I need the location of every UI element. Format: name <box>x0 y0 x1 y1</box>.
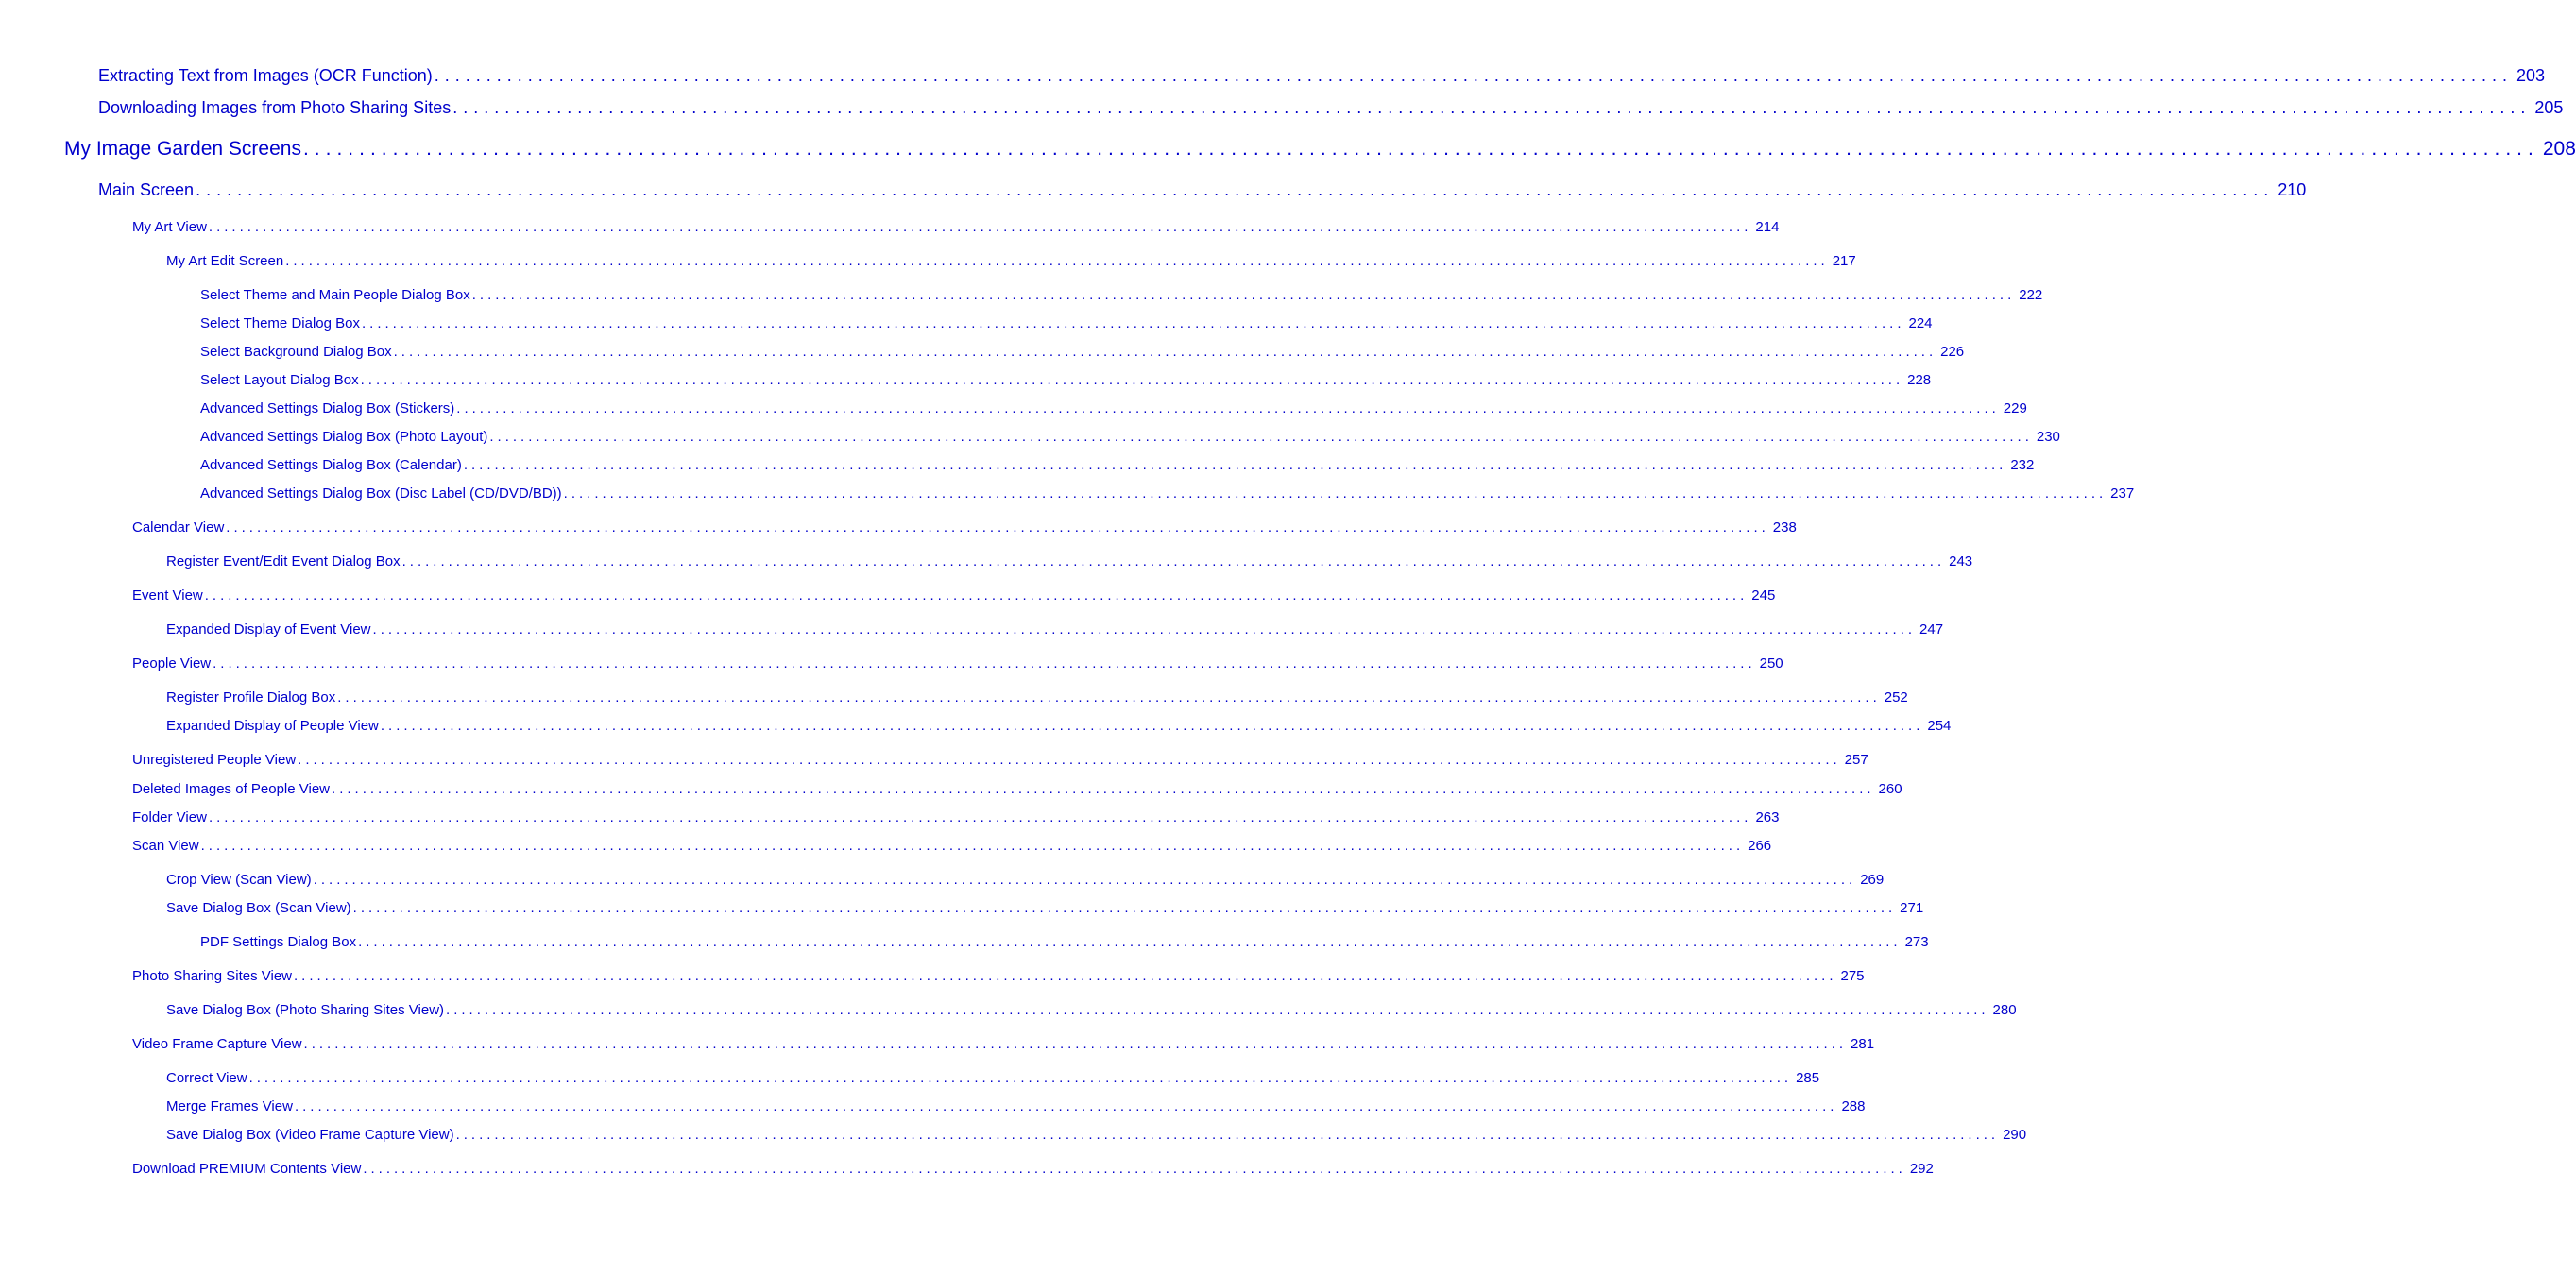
toc-leader-dots: ........................................................................................................................................................................................................ <box>446 1002 1989 1018</box>
toc-entry[interactable] <box>166 1070 1820 1086</box>
toc-entry[interactable] <box>166 900 1924 916</box>
toc-entry-page-number: 217 <box>1832 253 1856 269</box>
toc-leader-dots: ........................................................................................................................................................................................................ <box>452 98 2532 117</box>
toc-entry[interactable] <box>200 934 1929 950</box>
toc-entry[interactable] <box>166 689 1908 706</box>
toc-entry-title: Advanced Settings Dialog Box (Photo Layout) <box>200 429 488 445</box>
toc-entry-page-number: 280 <box>1992 1002 2017 1018</box>
toc-leader-dots: ........................................................................................................................................................................................................ <box>200 838 1745 854</box>
toc-entry-page-number: 228 <box>1907 372 1932 388</box>
toc-entry-title: Calendar View <box>132 519 225 536</box>
toc-entry-title: Select Layout Dialog Box <box>200 372 359 388</box>
toc-entry[interactable] <box>200 485 2135 502</box>
toc-entry[interactable] <box>132 587 1776 604</box>
toc-entry-title: Register Profile Dialog Box <box>166 689 336 706</box>
toc-entry[interactable] <box>166 1127 2027 1143</box>
toc-leader-dots: ........................................................................................................................................................................................................ <box>471 287 2016 303</box>
toc-entry-page-number: 245 <box>1751 587 1776 604</box>
toc-entry-page-number: 263 <box>1755 809 1780 825</box>
toc-leader-dots: ........................................................................................................................................................................................................ <box>360 372 1904 388</box>
toc-leader-dots: ........................................................................................................................................................................................................ <box>248 1070 1793 1086</box>
toc-entry[interactable] <box>132 519 1797 536</box>
toc-entry-page-number: 275 <box>1840 968 1865 984</box>
toc-entry-title: Save Dialog Box (Video Frame Capture View) <box>166 1127 454 1143</box>
toc-entry-page-number: 238 <box>1772 519 1797 536</box>
toc-entry-title: PDF Settings Dialog Box <box>200 934 357 950</box>
toc-entry-title: Unregistered People View <box>132 752 297 768</box>
toc-entry-title: Video Frame Capture View <box>132 1036 302 1052</box>
toc-entry[interactable] <box>200 372 1932 388</box>
toc-entry[interactable] <box>98 98 2564 118</box>
toc-leader-dots: ........................................................................................................................................................................................................ <box>358 934 1902 950</box>
toc-entry-title: Register Event/Edit Event Dialog Box <box>166 553 401 570</box>
toc-entry-page-number: 210 <box>2277 180 2307 199</box>
toc-entry[interactable] <box>166 253 1856 269</box>
toc-leader-dots: ........................................................................................................................................................................................................ <box>401 553 1946 570</box>
toc-leader-dots: ........................................................................................................................................................................................................ <box>352 900 1897 916</box>
toc-leader-dots: ........................................................................................................................................................................................................ <box>563 485 2107 502</box>
toc-entry-title: Scan View <box>132 838 199 854</box>
toc-leader-dots: ........................................................................................................................................................................................................ <box>456 400 2000 416</box>
toc-entry-page-number: 247 <box>1919 621 1944 638</box>
toc-leader-dots: ........................................................................................................................................................................................................ <box>302 138 2539 160</box>
toc-entry-page-number: 288 <box>1841 1098 1866 1114</box>
toc-entry-page-number: 250 <box>1759 655 1783 672</box>
toc-entry[interactable] <box>132 838 1772 854</box>
toc-entry[interactable] <box>98 66 2546 86</box>
toc-entry-title: Expanded Display of Event View <box>166 621 371 638</box>
toc-entry[interactable] <box>132 655 1783 672</box>
toc-entry-page-number: 232 <box>2010 457 2035 473</box>
toc-entry-page-number: 203 <box>2516 66 2546 85</box>
toc-entry[interactable] <box>132 1036 1875 1052</box>
toc-entry-page-number: 260 <box>1878 781 1902 797</box>
toc-entry-title: Folder View <box>132 809 207 825</box>
toc-entry-page-number: 269 <box>1860 872 1885 888</box>
toc-leader-dots: ........................................................................................................................................................................................................ <box>213 655 1756 672</box>
toc-entry-title: Extracting Text from Images (OCR Function) <box>98 66 433 85</box>
toc-leader-dots: ........................................................................................................................................................................................................ <box>455 1127 2000 1143</box>
toc-entry-title: Select Theme Dialog Box <box>200 315 360 332</box>
toc-entry-page-number: 266 <box>1748 838 1772 854</box>
toc-leader-dots: ........................................................................................................................................................................................................ <box>489 429 2033 445</box>
toc-leader-dots: ........................................................................................................................................................................................................ <box>434 66 2513 85</box>
toc-entry[interactable] <box>200 429 2060 445</box>
toc-leader-dots: ........................................................................................................................................................................................................ <box>332 781 1875 797</box>
toc-leader-dots: ........................................................................................................................................................................................................ <box>294 1098 1838 1114</box>
toc-entry[interactable] <box>200 344 1965 360</box>
toc-entry[interactable] <box>200 315 1933 332</box>
toc-entry-page-number: 254 <box>1927 718 1952 734</box>
toc-entry-page-number: 281 <box>1851 1036 1875 1052</box>
toc-entry[interactable] <box>200 457 2035 473</box>
toc-leader-dots: ........................................................................................................................................................................................................ <box>361 315 1905 332</box>
toc-entry-page-number: 205 <box>2534 98 2564 117</box>
toc-entry-title: Merge Frames View <box>166 1098 293 1114</box>
toc-entry[interactable] <box>166 718 1952 734</box>
toc-entry-title: My Art View <box>132 219 207 235</box>
toc-entry[interactable] <box>166 621 1944 638</box>
toc-leader-dots: ........................................................................................................................................................................................................ <box>303 1036 1848 1052</box>
toc-entry-page-number: 237 <box>2110 485 2135 502</box>
toc-entry-title: Deleted Images of People View <box>132 781 331 797</box>
toc-entry[interactable] <box>132 219 1780 235</box>
toc-leader-dots: ........................................................................................................................................................................................................ <box>226 519 1769 536</box>
toc-leader-dots: ........................................................................................................................................................................................................ <box>372 621 1917 638</box>
toc-entry[interactable] <box>200 400 2027 416</box>
toc-leader-dots: ........................................................................................................................................................................................................ <box>204 587 1749 604</box>
toc-entry-page-number: 208 <box>2542 138 2576 160</box>
toc-entry-title: Advanced Settings Dialog Box (Disc Label (CD/DVD/BD)) <box>200 485 562 502</box>
toc-entry-title: Downloading Images from Photo Sharing Sites <box>98 98 452 117</box>
toc-leader-dots: ........................................................................................................................................................................................................ <box>208 219 1752 235</box>
toc-entry-page-number: 243 <box>1949 553 1973 570</box>
toc-entry[interactable] <box>98 180 2307 200</box>
toc-entry[interactable] <box>166 872 1885 888</box>
toc-entry-page-number: 252 <box>1884 689 1908 706</box>
toc-leader-dots: ........................................................................................................................................................................................................ <box>463 457 2007 473</box>
toc-leader-dots: ........................................................................................................................................................................................................ <box>380 718 1924 734</box>
toc-entry-page-number: 222 <box>2019 287 2043 303</box>
toc-entry-page-number: 230 <box>2036 429 2060 445</box>
toc-leader-dots: ........................................................................................................................................................................................................ <box>298 752 1841 768</box>
toc-entry-title: Save Dialog Box (Scan View) <box>166 900 351 916</box>
toc-leader-dots: ........................................................................................................................................................................................................ <box>313 872 1857 888</box>
toc-leader-dots: ........................................................................................................................................................................................................ <box>208 809 1752 825</box>
toc-entry-page-number: 257 <box>1844 752 1868 768</box>
toc-entry[interactable] <box>132 781 1902 797</box>
toc-entry-title: Advanced Settings Dialog Box (Stickers) <box>200 400 455 416</box>
toc-entry[interactable] <box>132 1161 1934 1177</box>
toc-entry-page-number: 224 <box>1908 315 1933 332</box>
toc-entry-title: Download PREMIUM Contents View <box>132 1161 362 1177</box>
toc-entry-page-number: 214 <box>1755 219 1780 235</box>
toc-entry-title: Select Theme and Main People Dialog Box <box>200 287 470 303</box>
toc-entry-title: Photo Sharing Sites View <box>132 968 292 984</box>
toc-entry-page-number: 226 <box>1940 344 1965 360</box>
toc-entry[interactable] <box>132 809 1780 825</box>
toc-leader-dots: ........................................................................................................................................................................................................ <box>393 344 1937 360</box>
toc-entry[interactable] <box>166 1002 2017 1018</box>
toc-entry-page-number: 292 <box>1909 1161 1934 1177</box>
toc-entry[interactable] <box>64 138 2576 161</box>
toc-entry-page-number: 285 <box>1796 1070 1820 1086</box>
toc-entry[interactable] <box>166 1098 1866 1114</box>
toc-entry-title: My Image Garden Screens <box>64 138 301 160</box>
toc-leader-dots: ........................................................................................................................................................................................................ <box>196 180 2275 199</box>
toc-leader-dots: ........................................................................................................................................................................................................ <box>294 968 1837 984</box>
toc-entry[interactable] <box>200 287 2043 303</box>
toc-entry-title: Advanced Settings Dialog Box (Calendar) <box>200 457 462 473</box>
toc-entry[interactable] <box>166 553 1973 570</box>
toc-entry-page-number: 271 <box>1900 900 1924 916</box>
toc-leader-dots: ........................................................................................................................................................................................................ <box>363 1161 1906 1177</box>
toc-entry-page-number: 290 <box>2003 1127 2027 1143</box>
toc-entry-title: Main Screen <box>98 180 195 199</box>
toc-entry[interactable] <box>132 968 1865 984</box>
toc-entry-title: Expanded Display of People View <box>166 718 379 734</box>
toc-entry-title: Crop View (Scan View) <box>166 872 312 888</box>
toc-leader-dots: ........................................................................................................................................................................................................ <box>337 689 1881 706</box>
toc-entry-title: Save Dialog Box (Photo Sharing Sites View) <box>166 1002 445 1018</box>
toc-entry-page-number: 229 <box>2003 400 2027 416</box>
toc-entry[interactable] <box>132 752 1868 768</box>
toc-entry-title: People View <box>132 655 212 672</box>
toc-entry-title: Correct View <box>166 1070 247 1086</box>
toc-entry-title: My Art Edit Screen <box>166 253 284 269</box>
toc-entry-title: Event View <box>132 587 203 604</box>
toc-entry-title: Select Background Dialog Box <box>200 344 392 360</box>
toc-entry-page-number: 273 <box>1904 934 1929 950</box>
toc-leader-dots: ........................................................................................................................................................................................................ <box>285 253 1829 269</box>
